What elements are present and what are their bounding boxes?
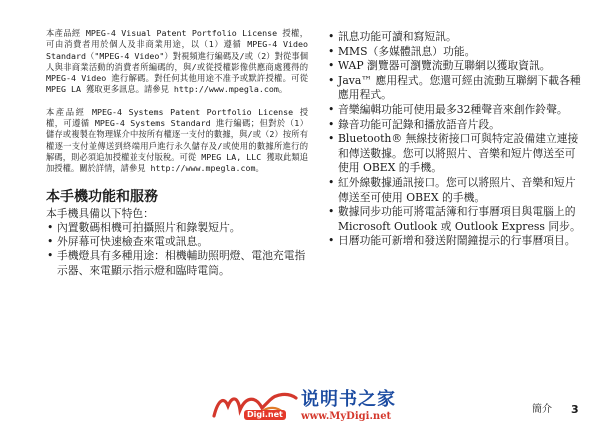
bullet-icon: • bbox=[47, 220, 54, 234]
footer-section-label: 簡介 bbox=[532, 404, 552, 415]
bullet-icon: • bbox=[328, 102, 335, 116]
feature-text: 紅外線數據通訊接口。您可以將照片、音樂和短片傳送至可使用 OBEX 的手機。 bbox=[338, 175, 576, 204]
list-item bbox=[327, 118, 585, 133]
feature-text: WAP 瀏覽器可瀏覽流動互聯網以獲取資訊。 bbox=[338, 59, 551, 73]
logo-text: 说明书之家 bbox=[301, 389, 396, 410]
bullet-icon: • bbox=[328, 175, 335, 189]
feature-text: 日曆功能可新增和發送附鬧鐘提示的行事曆項目。 bbox=[338, 234, 576, 248]
list-item bbox=[327, 45, 585, 60]
feature-list-left bbox=[46, 221, 308, 279]
bullet-icon: • bbox=[47, 249, 54, 263]
list-item bbox=[327, 30, 585, 45]
left-column bbox=[46, 28, 308, 278]
list-item bbox=[327, 234, 585, 249]
list-item bbox=[327, 176, 585, 205]
feature-list-right bbox=[327, 30, 585, 249]
logo-url: www.MyDigi.net bbox=[301, 411, 392, 422]
feature-text: Bluetooth® 無線技術接口可與特定設備建立連接和傳送數據。您可以將照片、音樂和短片傳送至可使用 OBEX 的手機。 bbox=[338, 132, 579, 175]
bullet-icon: • bbox=[328, 59, 335, 73]
list-item bbox=[46, 235, 308, 249]
mpeg4-systems-license-notice: 本產品經 MPEG-4 Systems Patent Portfolio License 授權，可遵循 MPEG-4 Systems Standard 進行編碼；但對於（1）儲存或複製在物理媒介中按所有權逐一支付的數據，與/或（2）按所有權逐一支付並傳送到終端用戶進行永久儲存及/或使用的數據所進行的解碼，則必須追加授權並支付版稅。可從 MPEG LA, LLC 獲取此類追加授權。關於詳情，請參見 http://www.mpegla.com。 bbox=[46, 106, 308, 174]
bullet-icon: • bbox=[328, 132, 335, 146]
bullet-icon: • bbox=[328, 205, 335, 219]
bullet-icon: • bbox=[328, 234, 335, 248]
list-item bbox=[327, 74, 585, 103]
feature-text: 外屏幕可快速檢查來電或訊息。 bbox=[57, 234, 209, 248]
feature-text: 音樂編輯功能可使用最多32種聲音來創作鈴聲。 bbox=[338, 102, 568, 116]
feature-text: MMS（多媒體訊息）功能。 bbox=[338, 44, 476, 58]
bullet-icon: • bbox=[328, 30, 335, 43]
right-column bbox=[327, 30, 585, 249]
feature-text: 數據同步功能可將電話簿和行事曆項目與電腦上的 Microsoft Outlook 或 Outlook Express 同步。 bbox=[338, 205, 581, 233]
feature-text: 錄音功能可記錄和播放語音片段。 bbox=[338, 117, 500, 131]
section-intro: 本手機具備以下特色： bbox=[46, 206, 154, 220]
section-title: 本手機功能和服務 bbox=[46, 188, 158, 205]
list-item bbox=[46, 221, 308, 235]
page-number: 3 bbox=[571, 403, 579, 416]
list-item bbox=[327, 132, 585, 176]
feature-text: 內置數碼相機可拍攝照片和錄製短片。 bbox=[57, 220, 241, 234]
feature-text: 手機燈具有多種用途：相機輔助照明燈、電池充電指示器、來電顯示指示燈和臨時電筒。 bbox=[57, 249, 306, 277]
list-item bbox=[327, 205, 585, 234]
bullet-icon: • bbox=[328, 117, 335, 131]
logo-badge: Digi.net bbox=[244, 410, 286, 420]
list-item bbox=[327, 59, 585, 74]
feature-text: Java™ 應用程式。您還可經由流動互聯網下載各種應用程式。 bbox=[338, 73, 581, 102]
list-item bbox=[327, 103, 585, 118]
list-item bbox=[46, 249, 308, 278]
site-logo bbox=[210, 390, 406, 426]
mpeg4-visual-license-notice: 本產品經 MPEG-4 Visual Patent Portfolio License 授權，可由消費者用於個人及非商業用途，以（1）遵循 MPEG-4 Video Standard（"MPEG-4 Video"）對視頻進行編碼及/或（2）對從事個人與非商業活動的消費者所編碼的，與/或從授權影像供應商處獲得的 MPEG-4 Video 進行解碼。對任何其他用途不准予或默許授權。可從 MPEG LA 獲取更多訊息。請參見 http://www.mpegla.com。 bbox=[46, 28, 308, 95]
bullet-icon: • bbox=[328, 73, 335, 87]
bullet-icon: • bbox=[47, 234, 54, 248]
bullet-icon: • bbox=[328, 44, 335, 58]
feature-text: 訊息功能可讀和寫短訊。 bbox=[338, 30, 457, 43]
